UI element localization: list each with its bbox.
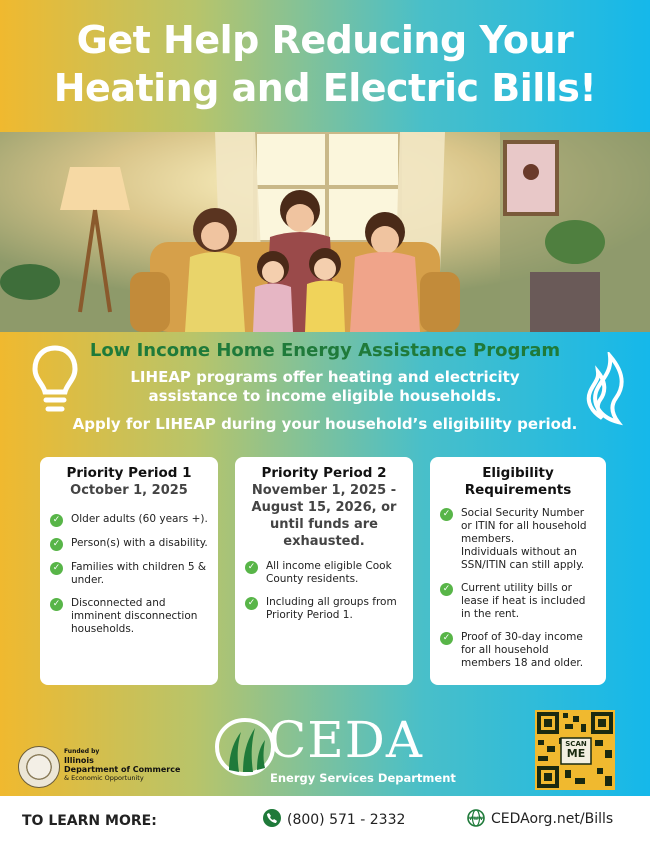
check-icon: ✓ xyxy=(50,514,63,527)
phone-number[interactable]: (800) 571 - 2332 xyxy=(287,812,406,828)
eligibility-requirements-card xyxy=(430,457,606,685)
card-title: Eligibility Requirements xyxy=(464,465,572,498)
list-item: ✓ Current utility bills or lease if heat is included in the rent. xyxy=(440,582,596,621)
header-banner xyxy=(0,0,650,132)
logo-band xyxy=(0,704,650,796)
globe-icon xyxy=(467,809,485,827)
list-item: ✓ Proof of 30-day income for all household members 18 and older. xyxy=(440,631,596,670)
priority-period-2-card xyxy=(235,457,413,685)
title-line-1: Get Help Reducing Your xyxy=(76,18,574,62)
check-icon: ✓ xyxy=(50,598,63,611)
list-item: ✓ Including all groups from Priority Period 1. xyxy=(245,596,403,622)
priority-period-1-card xyxy=(40,457,218,685)
globe-badge: WWW xyxy=(469,815,483,821)
list-item: ✓ All income eligible Cook County residents. xyxy=(245,560,403,586)
page-title xyxy=(0,16,650,112)
check-icon: ✓ xyxy=(245,561,258,574)
phone-icon xyxy=(263,809,281,827)
program-description: LIHEAP programs offer heating and electricity assistance to income eligible households. xyxy=(130,368,520,405)
check-icon: ✓ xyxy=(440,583,453,596)
list-item: ✓ Person(s) with a disability. xyxy=(50,537,208,551)
list-item: ✓ Older adults (60 years +). xyxy=(50,513,208,527)
program-name: Low Income Home Energy Assistance Program xyxy=(89,340,561,361)
check-icon: ✓ xyxy=(50,562,63,575)
list-item: ✓ Social Security Number or ITIN for all household members. Individuals without an SSN/ITIN can still apply. xyxy=(440,507,596,572)
ceda-leaf-logo-icon xyxy=(215,718,275,776)
qr-scan-label: SCAN ME xyxy=(565,740,587,760)
ssn-note: Individuals without an SSN/ITIN can still apply. xyxy=(461,546,585,571)
illinois-seal-icon xyxy=(18,746,60,788)
title-line-2: Heating and Electric Bills! xyxy=(53,66,597,110)
check-icon: ✓ xyxy=(50,538,63,551)
learn-more-label: TO LEARN MORE: xyxy=(22,813,157,829)
card-title: Priority Period 2 xyxy=(261,465,387,481)
website-link[interactable]: CEDAorg.net/Bills xyxy=(491,811,614,827)
funder-credit: Funded by Illinois Department of Commerce & Economic Opportunity xyxy=(64,748,181,782)
footer xyxy=(0,796,650,841)
check-icon: ✓ xyxy=(440,632,453,645)
program-section xyxy=(0,332,650,704)
check-icon: ✓ xyxy=(440,508,453,521)
ceda-department: Energy Services Department xyxy=(270,771,456,785)
family-illustration xyxy=(0,132,650,332)
card-date: November 1, 2025 - August 15, 2026, or until funds are exhausted. xyxy=(251,483,397,549)
apply-instruction: Apply for LIHEAP during your household’s eligibility period. xyxy=(72,415,578,433)
card-date: October 1, 2025 xyxy=(70,483,188,498)
list-item: ✓ Families with children 5 & under. xyxy=(50,561,208,587)
ceda-wordmark: CEDA xyxy=(268,711,423,769)
list-item: ✓ Disconnected and imminent disconnection households. xyxy=(50,597,208,636)
check-icon: ✓ xyxy=(245,597,258,610)
card-title: Priority Period 1 xyxy=(66,465,192,481)
